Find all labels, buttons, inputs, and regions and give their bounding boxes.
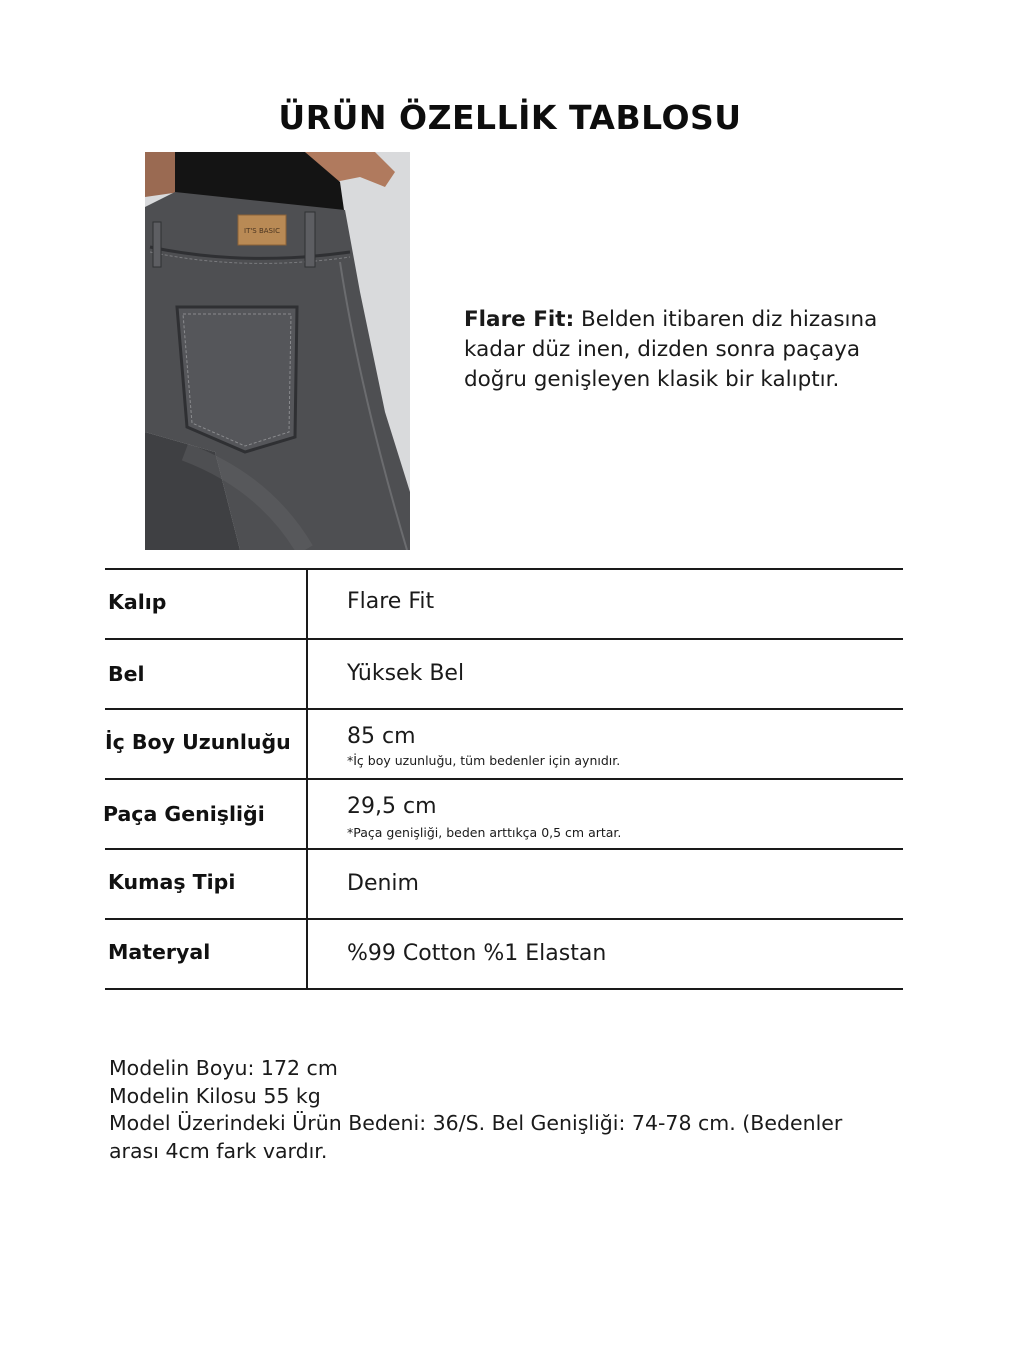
column-divider: [306, 710, 308, 778]
product-photo: [145, 152, 410, 550]
fit-description: [464, 305, 924, 395]
column-divider: [306, 920, 308, 988]
spec-note: *İç boy uzunluğu, tüm bedenler için aynıdır.: [347, 753, 621, 768]
spec-label: Kumaş Tipi: [108, 870, 236, 894]
spec-label: Kalıp: [108, 590, 167, 614]
spec-table: [105, 568, 903, 990]
model-height: Modelin Boyu: 172 cm: [109, 1056, 338, 1080]
column-divider: [306, 570, 308, 638]
spec-label: Paça Genişliği: [103, 802, 265, 826]
spec-label: Materyal: [108, 940, 211, 964]
spec-label: İç Boy Uzunluğu: [105, 730, 291, 754]
spec-row-bel: [105, 638, 903, 708]
spec-value: Denim: [347, 871, 419, 896]
model-info: [109, 1055, 909, 1165]
model-weight: Modelin Kilosu 55 kg: [109, 1083, 321, 1108]
spec-row-kumas: [105, 848, 903, 918]
spec-row-paca: [105, 778, 903, 848]
column-divider: [306, 780, 308, 848]
spec-label: Bel: [108, 662, 145, 686]
spec-row-materyal: [105, 918, 903, 990]
fit-term: Flare Fit:: [464, 307, 575, 332]
spec-value: Flare Fit: [347, 589, 435, 614]
spec-value: Yüksek Bel: [347, 661, 465, 686]
spec-value: %99 Cotton %1 Elastan: [347, 941, 607, 966]
model-size: Model Üzerindeki Ürün Bedeni: 36/S. Bel Genişliği: 74-78 cm. (Bedenler: [109, 1111, 843, 1135]
spec-row-ic-boy: [105, 708, 903, 778]
model-size-note: arası 4cm fark vardır.: [109, 1138, 328, 1163]
fit-text: Belden itibaren diz hizasına kadar düz inen, dizden sonra paçaya doğru genişleyen klasik bir kalıptır.: [464, 307, 878, 392]
svg-text:IT'S BASIC: IT'S BASIC: [244, 227, 280, 235]
spec-value: 29,5 cm: [347, 794, 437, 819]
page-title: ÜRÜN ÖZELLİK TABLOSU: [278, 98, 742, 137]
jeans-photo-illustration: [145, 152, 410, 550]
spec-row-kalip: [105, 568, 903, 638]
column-divider: [306, 850, 308, 918]
column-divider: [306, 640, 308, 708]
spec-value: 85 cm: [347, 724, 416, 749]
spec-note: *Paça genişliği, beden arttıkça 0,5 cm artar.: [347, 825, 622, 840]
